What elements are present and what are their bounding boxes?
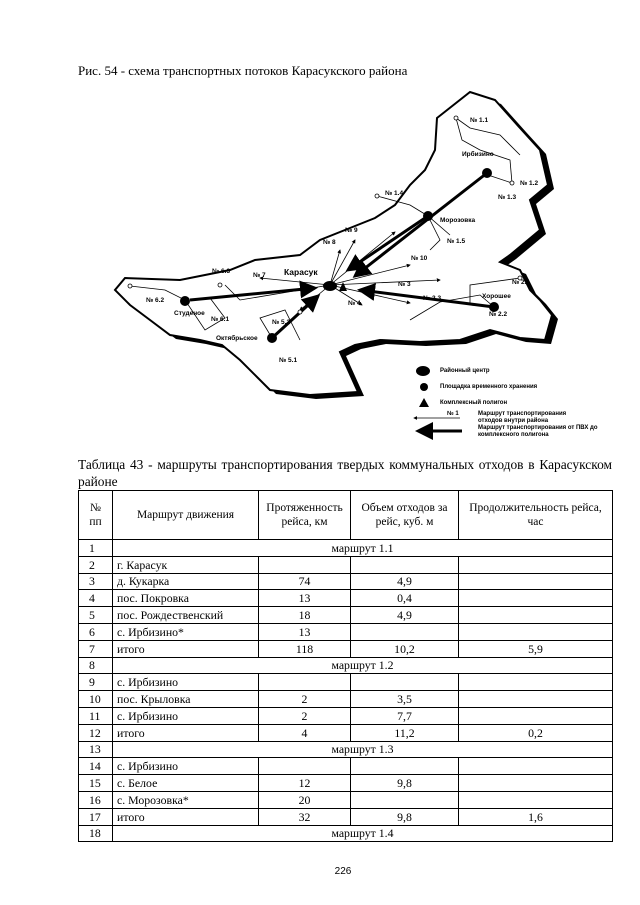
- row-number-cell: 7: [79, 640, 113, 657]
- duration-cell: [459, 758, 613, 775]
- map-label: Морозовка: [440, 217, 476, 224]
- duration-cell: [459, 707, 613, 724]
- legend-route-number: № 1: [447, 411, 459, 417]
- map-label: № 9: [345, 227, 358, 234]
- volume-cell: [351, 556, 459, 573]
- header-length: Протяженность рейса, км: [259, 491, 351, 540]
- table-row: [79, 775, 613, 792]
- map-label: Ирбизино: [462, 151, 494, 158]
- duration-cell: 1,6: [459, 808, 613, 825]
- row-number-cell: 1: [79, 540, 113, 557]
- volume-cell: 4,9: [351, 607, 459, 624]
- map-label: № 6.1: [211, 316, 230, 323]
- row-number-cell: 6: [79, 623, 113, 640]
- length-cell: [259, 758, 351, 775]
- length-cell: 20: [259, 791, 351, 808]
- map-label: № 1.1: [470, 117, 489, 124]
- map-label: № 2.3: [423, 295, 442, 302]
- row-number-cell: 13: [79, 741, 113, 758]
- route-point-cell: итого: [113, 724, 259, 741]
- length-cell: 13: [259, 623, 351, 640]
- row-number-cell: 8: [79, 657, 113, 674]
- table-row: [79, 825, 613, 842]
- table-row: [79, 607, 613, 624]
- route-point-cell: пос. Рождественский: [113, 607, 259, 624]
- length-cell: 2: [259, 707, 351, 724]
- row-number-cell: 4: [79, 590, 113, 607]
- table-row: [79, 724, 613, 741]
- transport-flow-map: [0, 0, 640, 450]
- table-row: [79, 741, 613, 758]
- route-point-cell: итого: [113, 808, 259, 825]
- map-label: № 1.5: [447, 238, 466, 245]
- map-label: Карасук: [284, 267, 318, 277]
- map-label: № 1.4: [385, 190, 404, 197]
- route-point-cell: с. Ирбизино: [113, 758, 259, 775]
- row-number-cell: 3: [79, 573, 113, 590]
- row-number-cell: 15: [79, 775, 113, 792]
- map-label: № 8: [323, 239, 336, 246]
- volume-cell: 7,7: [351, 707, 459, 724]
- length-cell: 74: [259, 573, 351, 590]
- length-cell: 13: [259, 590, 351, 607]
- volume-cell: 9,8: [351, 775, 459, 792]
- length-cell: 2: [259, 691, 351, 708]
- route-group-cell: маршрут 1.3: [113, 741, 613, 758]
- table-row: [79, 758, 613, 775]
- district-center-marker: [323, 281, 337, 291]
- volume-cell: 3,5: [351, 691, 459, 708]
- row-number-cell: 12: [79, 724, 113, 741]
- figure-caption: Рис. 54 - схема транспортных потоков Карасукского района: [78, 63, 408, 78]
- route-point-cell: с. Ирбизино*: [113, 623, 259, 640]
- table-row: [79, 791, 613, 808]
- row-number-cell: 16: [79, 791, 113, 808]
- table-row: [79, 590, 613, 607]
- volume-cell: 0,4: [351, 590, 459, 607]
- volume-cell: 9,8: [351, 808, 459, 825]
- map-label: Октябрьское: [216, 335, 258, 342]
- volume-cell: 10,2: [351, 640, 459, 657]
- map-label: № 7: [253, 272, 266, 279]
- route-point-cell: с. Ирбизино: [113, 707, 259, 724]
- header-number: № пп: [79, 491, 113, 540]
- map-label: № 6.2: [146, 297, 165, 304]
- route-point-cell: пос. Крыловка: [113, 691, 259, 708]
- header-route: Маршрут движения: [113, 491, 259, 540]
- header-volume: Объем отходов за рейс, куб. м: [351, 491, 459, 540]
- map-label: № 4: [348, 300, 361, 307]
- map-label: № 1.3: [498, 194, 517, 201]
- route-point-cell: д. Кукарка: [113, 573, 259, 590]
- duration-cell: 0,2: [459, 724, 613, 741]
- row-number-cell: 5: [79, 607, 113, 624]
- map-label: № 5.1: [279, 357, 298, 364]
- route-point-cell: с. Морозовка*: [113, 791, 259, 808]
- table-row: [79, 573, 613, 590]
- route-point-cell: с. Белое: [113, 775, 259, 792]
- length-cell: 18: [259, 607, 351, 624]
- length-cell: 32: [259, 808, 351, 825]
- table-body: [79, 540, 613, 842]
- row-number-cell: 17: [79, 808, 113, 825]
- legend-landfill: Комплексный полигон: [440, 400, 508, 406]
- legend-route-to-landfill: Маршрут транспортирования от ПВХ до комплексного полигона: [478, 425, 598, 438]
- route-point-cell: итого: [113, 640, 259, 657]
- duration-cell: [459, 573, 613, 590]
- length-cell: [259, 674, 351, 691]
- table-row: [79, 707, 613, 724]
- duration-cell: [459, 556, 613, 573]
- table-row: [79, 540, 613, 557]
- legend-district-center: Районный центр: [440, 368, 490, 374]
- table-row: [79, 808, 613, 825]
- duration-cell: [459, 590, 613, 607]
- row-number-cell: 18: [79, 825, 113, 842]
- volume-cell: 11,2: [351, 724, 459, 741]
- routes-table: [78, 490, 613, 842]
- map-label: Студеное: [174, 310, 205, 317]
- row-number-cell: 14: [79, 758, 113, 775]
- page-number: 226: [334, 866, 352, 877]
- volume-cell: 4,9: [351, 573, 459, 590]
- row-number-cell: 10: [79, 691, 113, 708]
- table-row: [79, 640, 613, 657]
- map-label: № 2.1: [512, 279, 531, 286]
- table-row: [79, 556, 613, 573]
- length-cell: 12: [259, 775, 351, 792]
- map-label: № 3: [398, 281, 411, 288]
- duration-cell: [459, 791, 613, 808]
- map-label: № 2.2: [489, 311, 508, 318]
- legend-temp-storage: Площадка временного хранения: [440, 384, 538, 390]
- duration-cell: [459, 691, 613, 708]
- district-map-graphic: [0, 0, 640, 450]
- map-label: № 6.3: [212, 268, 231, 275]
- map-label: Хорошее: [482, 293, 511, 300]
- length-cell: 4: [259, 724, 351, 741]
- route-group-cell: маршрут 1.1: [113, 540, 613, 557]
- table-row: [79, 674, 613, 691]
- route-point-cell: пос. Покровка: [113, 590, 259, 607]
- header-duration: Продолжительность рейса, час: [459, 491, 613, 540]
- route-group-cell: маршрут 1.4: [113, 825, 613, 842]
- table-header-row: [79, 491, 613, 540]
- row-number-cell: 11: [79, 707, 113, 724]
- map-label: № 10: [411, 255, 428, 262]
- table-row: [79, 657, 613, 674]
- length-cell: 118: [259, 640, 351, 657]
- duration-cell: [459, 775, 613, 792]
- duration-cell: [459, 607, 613, 624]
- table-caption: Таблица 43 - маршруты транспортирования твердых коммунальных отходов в Карасукском районе: [78, 457, 612, 489]
- map-label: № 5.2: [272, 319, 291, 326]
- legend-symbols: [414, 366, 462, 431]
- row-number-cell: 2: [79, 556, 113, 573]
- table-row: [79, 623, 613, 640]
- row-number-cell: 9: [79, 674, 113, 691]
- volume-cell: [351, 758, 459, 775]
- volume-cell: [351, 674, 459, 691]
- duration-cell: [459, 674, 613, 691]
- legend-route-inside: Маршрут транспортирования отходов внутри района: [478, 411, 567, 424]
- map-label: № 1.2: [520, 180, 539, 187]
- route-point-cell: с. Ирбизино: [113, 674, 259, 691]
- duration-cell: [459, 623, 613, 640]
- route-group-cell: маршрут 1.2: [113, 657, 613, 674]
- length-cell: [259, 556, 351, 573]
- duration-cell: 5,9: [459, 640, 613, 657]
- route-point-cell: г. Карасук: [113, 556, 259, 573]
- table-row: [79, 691, 613, 708]
- volume-cell: [351, 791, 459, 808]
- volume-cell: [351, 623, 459, 640]
